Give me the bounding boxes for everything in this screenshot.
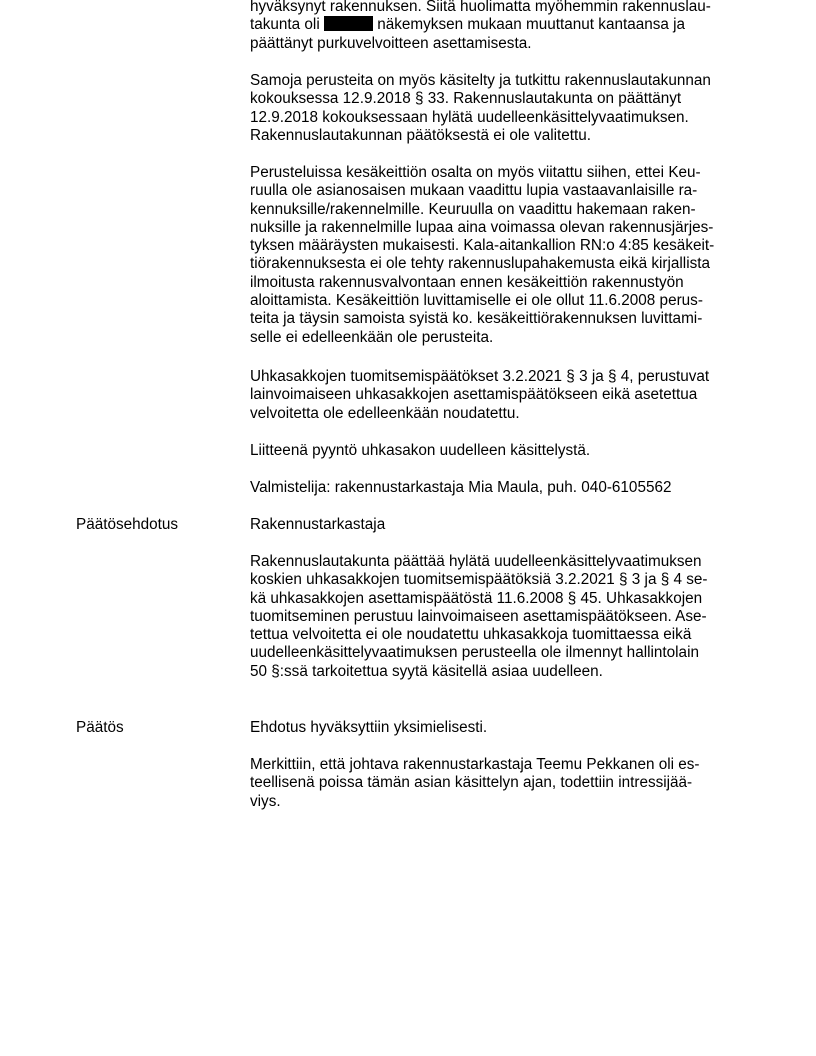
decision-heading: Päätös	[76, 719, 124, 736]
proposal-text: Rakennuslautakunta päättää hylätä uudelleenkäsittelyvaatimuksen koskien uhkasakkojen tuomitsemispäätöksiä 3.2.2021 § 3 ja § 4 se- kä uhkasakkojen asettamispäätöstä 11.6.2008 § 45. Uhkasakkojen tuomitseminen perustuu lainvoimaiseen asettamispäätökseen. Ase- tettua velvoitetta ei ole noudatettu uhkasakkoja tuomittaessa eikä uudelleenkäsittelyvaatimuksen perusteella ole ilmennyt hallintolain 50 §:ssä tarkoitettua syytä käsitellä asiaa uudelleen.	[250, 553, 708, 680]
paragraph-attachment: Liitteenä pyyntö uhkasakon uudelleen käsittelystä.	[250, 442, 591, 459]
proposal-heading: Päätösehdotus	[76, 516, 179, 533]
decision-note: Merkittiin, että johtava rakennustarkastaja Teemu Pekkanen oli es- teellisenä poissa tämän asian käsittelyn ajan, todettiin intressijää- viys.	[250, 756, 700, 810]
decision-text: Ehdotus hyväksyttiin yksimielisesti.	[250, 719, 488, 736]
continuation-text-start: hyväksynyt rakennuksen. Siitä huolimatta myöhemmin rakennuslau- takunta oli	[250, 0, 711, 34]
paragraph-penalty-decisions: Uhkasakkojen tuomitsemispäätökset 3.2.2021 § 3 ja § 4, perustuvat lainvoimaiseen uhkasakkojen asettamispäätökseen eikä asetettua velvoitetta ole edelleenkään noudatettu.	[250, 368, 710, 422]
proposal-presenter: Rakennustarkastaja	[250, 516, 386, 533]
redaction-box	[324, 16, 373, 31]
paragraph-meeting-2018: Samoja perusteita on myös käsitelty ja tutkittu rakennuslautakunnan kokouksessa 12.9.2018 § 33. Rakennuslautakunta on päättänyt 12.9.2018 kokouksessaan hylätä uudelleenkäsittelyvaatimuksen. Rakennuslautakunnan päätöksestä ei ole valitettu.	[250, 72, 711, 144]
preparer-line: Valmistelija: rakennustarkastaja Mia Maula, puh. 040-6105562	[250, 479, 672, 496]
paragraph-summer-kitchen: Perusteluissa kesäkeittiön osalta on myös viitattu siihen, ettei Keu- ruulla ole asianosaisen mukaan vaadittu lupia vastaavanlaisille ra- kennuksille/rakennelmille. Keuruulla on vaadittu hakemaan raken- nuksille ja rakennelmille lupaa aina voimassa olevan rakennusjärjes- tyksen määräysten mukaisesti. Kala-aitankallion RN:o 4:85 kesäkeit- tiörakennuksesta ei ole tehty rakennuslupahakemusta eikä kirjallista ilmoitusta rakennusvalvontaan ennen kesäkeittiön rakennustyön aloittamista. Kesäkeittiön luvittamiselle ei ole ollut 11.6.2008 perus- teita ja täysin samoista syistä ko. kesäkeittiörakennuksen luvittami- selle ei edelleenkään ole perusteita.	[250, 164, 715, 346]
continuation-text-end: näkemyksen mukaan muuttanut kantaansa ja päättänyt purkuvelvoitteen asettamisesta.	[250, 16, 686, 52]
continuation-paragraph	[250, 0, 750, 53]
